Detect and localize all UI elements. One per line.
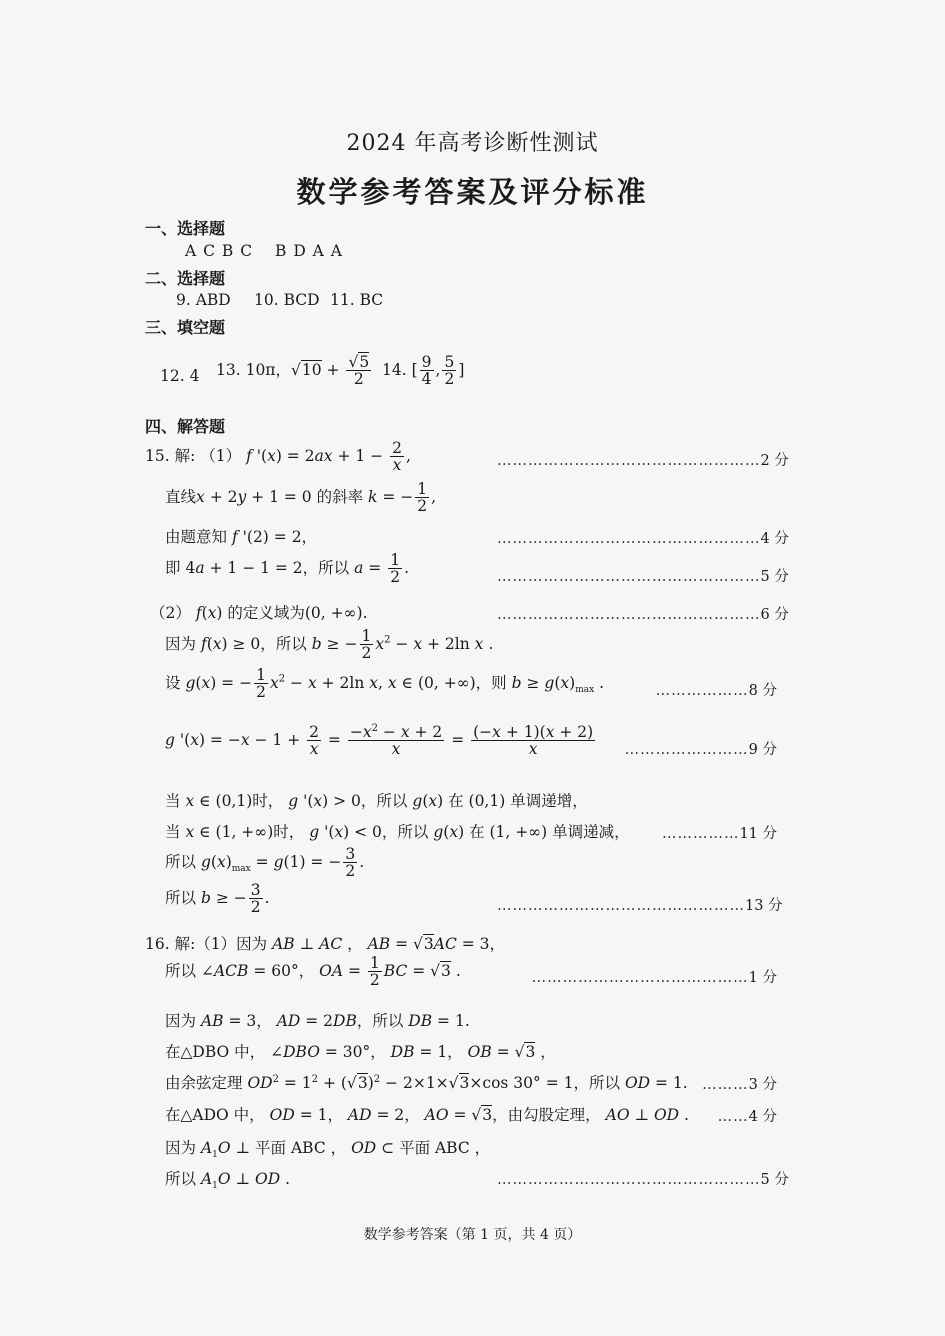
answer-q10: 10. BCD: [254, 291, 320, 309]
answer-q12: 12. 4: [160, 367, 200, 385]
q15-text-when: 当: [165, 823, 181, 841]
q15-text-therefore: 所以: [165, 888, 197, 907]
q15-text-let: 设: [165, 673, 181, 692]
q15-text-when: 当: [165, 792, 181, 810]
q15-text-because-mid: ，所以: [260, 634, 307, 653]
q16-line-dbo: 在△DBO 中， ∠DBO = 30°， DB = 1， OB = √3 ，: [165, 1043, 556, 1061]
score-5b: ……………………………………………5 分: [497, 1172, 789, 1188]
answer-q14-prefix: 14.: [382, 360, 412, 379]
q15-text-domain: 的定义域为: [227, 604, 305, 622]
score-4: ……………………………………………4 分: [497, 531, 789, 547]
q15-part1-label: （1）: [200, 446, 242, 465]
q15-line-solve-a: 即 4a + 1 − 1 = 2，所以 a = $\frac{1}{2}$ .: [165, 551, 410, 587]
q15-line-g-derivative: g '(x) = −x − 1 + $\frac{2}{x}$ = $\frac{-x^2 - x + 2}{x}$ = $\frac{(-x + 1)(x + 2)}{x}$: [165, 723, 594, 759]
q15-text-increasing: 单调递增，: [510, 792, 588, 810]
score-6: ……………………………………………6 分: [497, 607, 789, 623]
answer-q13-prefix: 13. 10π，: [216, 360, 291, 379]
q16-line-angle: 所以 ∠ACB = 60°， OA = $\frac{1}{2}$ BC = √3 .: [165, 954, 461, 990]
q15-part2-label: （2）: [150, 604, 191, 622]
score-label: 6 分: [760, 607, 789, 623]
score-8: ………………8 分: [655, 683, 777, 699]
q15-text-then: ，则: [475, 673, 507, 692]
q16-text-cosine: 由余弦定理: [165, 1074, 243, 1092]
q15-line-given: 由题意知 f '(2) = 2，: [165, 528, 318, 546]
q15-text-therefore: 所以: [165, 852, 197, 871]
q15-line-result: 所以 b ≥ − $\frac{3}{2}$ .: [165, 881, 270, 917]
q15-line-inequality: 因为 f(x) ≥ 0，所以 b ≥ − $\frac{1}{2}$ $x^2 - x + 2\ln$ x .: [165, 627, 494, 663]
q16-line-ado: 在△ADO 中， OD = 1， AD = 2， AO = √3，由勾股定理， AO ⊥ OD .: [165, 1106, 689, 1124]
score-label: 8 分: [748, 683, 777, 699]
q16-text-so4: 所以: [165, 1170, 197, 1188]
q15-text-so3: ，所以: [381, 823, 429, 841]
answer-q11: 11. BC: [330, 291, 384, 309]
score-label: 5 分: [760, 1172, 789, 1188]
q15-text-so: 即: [165, 558, 181, 577]
exam-title: 2024 年高考诊断性测试: [346, 131, 599, 156]
q16-text-plane: 平面 ABC: [255, 1139, 326, 1157]
score-3: ………3 分: [702, 1077, 777, 1093]
score-label: 3 分: [748, 1077, 777, 1093]
q16-line-given: 16. 解:（1）因为 AB ⊥ AC ， AB = √3AC = 3，: [145, 935, 506, 953]
score-9: ……………………9 分: [624, 742, 777, 758]
page-footer: 数学参考答案（第 1 页，共 4 页）: [363, 1227, 582, 1243]
score-11: ……………11 分: [661, 826, 777, 842]
q15-text-line: 直线: [165, 487, 197, 506]
q16-text-so: 所以: [165, 961, 197, 980]
section-heading-solutions: 四、解答题: [145, 417, 226, 436]
choice-answers-1-4: A C B C: [185, 242, 254, 260]
q16-text-because: 因为: [165, 1012, 197, 1030]
q15-text-given: 由题意知: [165, 528, 228, 546]
score-label: 4 分: [760, 531, 789, 547]
q15-line-max: 所以 $g(x)_{max} = g(1)$ = − $\frac{3}{2}$ .: [165, 845, 365, 881]
q15-line-increasing: 当 x ∈ (0,1)时， g '(x) > 0，所以 g(x) 在 (0,1) 单调递增，: [165, 792, 588, 810]
q15-text-so-mid: ，所以: [302, 558, 350, 577]
score-5: ……………………………………………5 分: [497, 569, 789, 585]
answer-q9: 9. ABD: [176, 291, 231, 309]
q16-line-cosine-law: 由余弦定理 $OD^2 = 1^2 + (√3)^2 - 2\times 1\times√3\times\cos$ 30° = 1，所以 OD = 1.: [165, 1073, 688, 1092]
q15-text-because: 因为: [165, 634, 197, 653]
q15-line-decreasing: 当 x ∈ (1, +∞)时， g '(x) < 0，所以 g(x) 在 (1, +∞) 单调递减，: [165, 823, 630, 841]
score-2: ……………………………………………2 分: [497, 453, 789, 469]
q16-text-pythag: ，由勾股定理，: [492, 1106, 601, 1124]
q15-text-when-mid: 时，: [273, 823, 305, 841]
score-label: 13 分: [745, 898, 783, 914]
score-13: …………………………………………13 分: [497, 898, 783, 914]
score-label: 9 分: [748, 742, 777, 758]
q15-text-so2: ，所以: [360, 792, 408, 810]
choice-answers-5-8: B D A A: [275, 242, 343, 260]
score-1: ……………………………………1 分: [531, 970, 777, 986]
section-heading-multi-choice: 二、选择题: [145, 269, 226, 288]
q16-text-so3: ，所以: [573, 1074, 620, 1092]
q16-line-perpendicular-plane: 因为 $A_1O$ ⊥ 平面 ABC ， OD ⊂ 平面 ABC ，: [165, 1139, 491, 1161]
q15-text-decreasing: 单调递减，: [552, 823, 630, 841]
score-4b: ……4 分: [717, 1109, 777, 1125]
q15-text-when-mid: 时，: [252, 792, 284, 810]
score-label: 1 分: [748, 970, 777, 986]
section-heading-choice: 一、选择题: [145, 219, 226, 238]
score-label: 5 分: [760, 569, 789, 585]
section-heading-fill-in: 三、填空题: [145, 318, 226, 337]
q15-line-slope: 直线x + 2y + 1 = 0 的斜率 k = − $\frac{1}{2}$ ,: [165, 480, 437, 516]
q16-text-so2: ，所以: [356, 1012, 404, 1030]
score-label: 4 分: [748, 1109, 777, 1125]
answer-q13: 13. 10π，√10 + $\frac{√5}{2}$: [216, 353, 370, 389]
score-label: 11 分: [739, 826, 777, 842]
document-title: 数学参考答案及评分标准: [296, 175, 649, 209]
answer-q14: 14. [ $\frac{9}{4}$ , $\frac{5}{2}$ ]: [382, 353, 465, 389]
q16-line-db: 因为 AB = 3， AD = 2DB，所以 DB = 1.: [165, 1012, 470, 1030]
q16-text-because2: 因为: [165, 1139, 197, 1157]
q16-text-plane: 平面 ABC: [399, 1139, 470, 1157]
q15-label: 15. 解:: [145, 446, 196, 465]
q16-label: 16. 解:（1）因为: [145, 935, 268, 953]
score-label: 2 分: [760, 453, 789, 469]
q16-line-conclusion: 所以 $A_1O$ ⊥ OD .: [165, 1170, 291, 1192]
q16-text-in-dbo: 在△DBO 中，: [165, 1043, 266, 1061]
q15-line-domain: （2） f(x) 的定义域为(0, +∞).: [150, 604, 368, 622]
q15-text-slope: 的斜率: [316, 487, 364, 506]
q16-text-in-ado: 在△ADO 中，: [165, 1106, 265, 1124]
q15-line-define-g: 设 g(x) = − $\frac{1}{2}$ $x^2 - x + 2\ln$ x, x ∈ (0, +∞)，则 $b \ge g(x)_{max}$ .: [165, 666, 605, 702]
q15-line-derivative: 15. 解: （1） f '(x) = 2ax + 1 − $\frac{2}{x}$ ,: [145, 439, 411, 475]
